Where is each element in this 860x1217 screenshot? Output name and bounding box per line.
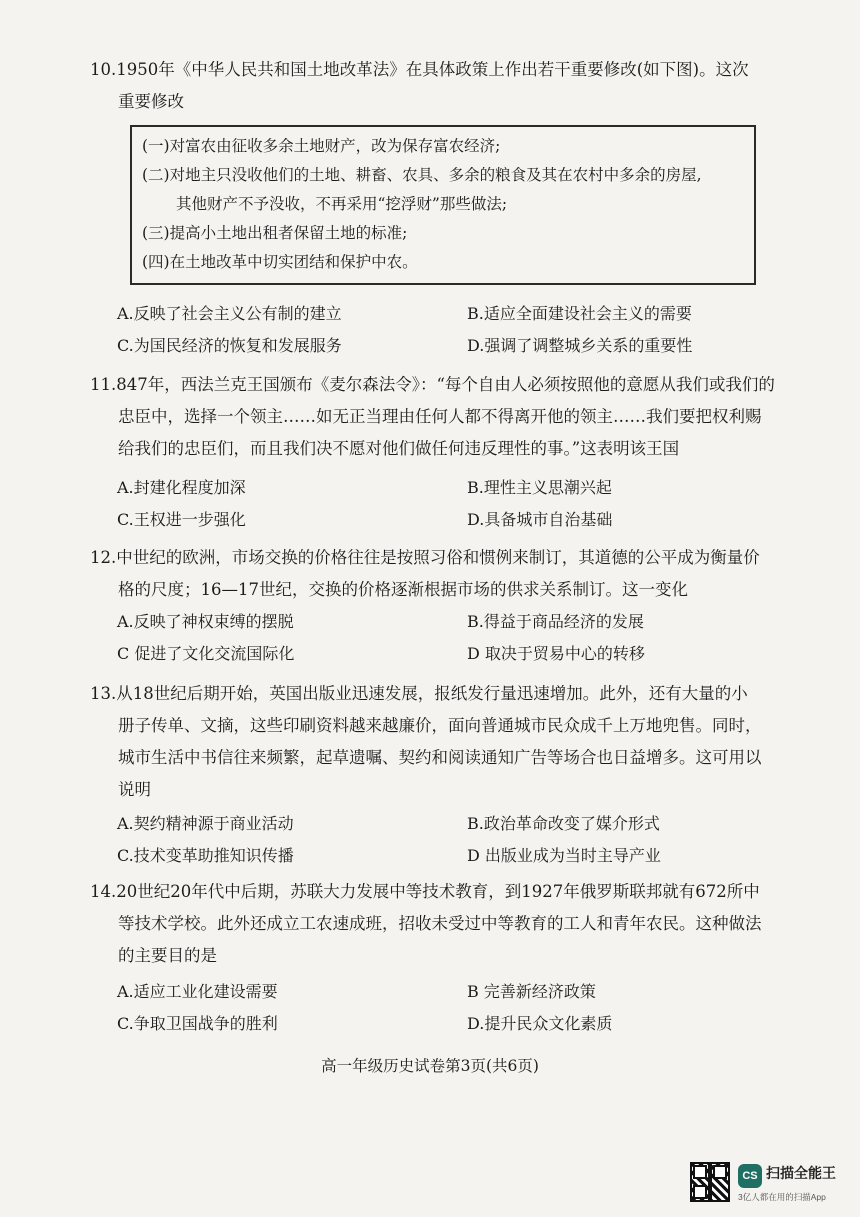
scanner-brand-name: 扫描全能王: [766, 1165, 836, 1181]
qr-code-icon: [690, 1162, 730, 1202]
question-13-line-2: 册子传单、文摘，这些印刷资料越来越廉价，面向普通城市民众成千上万地兜售。同时，: [118, 716, 762, 735]
q14-option-a: A.适应工业化建设需要: [117, 982, 278, 1001]
question-10-options: [117, 298, 797, 362]
question-14-line-3: 的主要目的是: [118, 946, 217, 965]
question-12-line-2: 格的尺度；16—17世纪，交换的价格逐渐根据市场的供求关系制订。这一变化: [118, 580, 688, 599]
q12-option-a: A.反映了神权束缚的摆脱: [117, 612, 294, 631]
policy-item-1: (一)对富农由征收多余土地财产，改为保存富农经济;: [142, 137, 501, 155]
policy-item-2-cont: 其他财产不予没收，不再采用“挖浮财”那些做法;: [176, 195, 508, 213]
question-13-stem: [90, 678, 800, 806]
question-12-stem: [90, 542, 800, 606]
q12-option-d: D 取决于贸易中心的转移: [467, 644, 645, 663]
question-11-stem: [90, 369, 800, 465]
question-10-stem: [90, 54, 800, 118]
q12-option-b: B.得益于商品经济的发展: [467, 612, 644, 631]
question-11-options: [117, 472, 797, 536]
policy-item-4: (四)在土地改革中切实团结和保护中农。: [142, 253, 418, 271]
q13-option-a: A.契约精神源于商业活动: [117, 814, 294, 833]
camscanner-logo-icon: CS: [738, 1164, 762, 1188]
q14-option-b: B 完善新经济政策: [467, 982, 596, 1001]
question-11-line-2: 忠臣中，选择一个领主……如无正当理由任何人都不得离开他的领主……我们要把权利赐: [118, 407, 762, 426]
q10-option-a: A.反映了社会主义公有制的建立: [117, 304, 342, 323]
policy-item-2: (二)对地主只没收他们的土地、耕畜、农具、多余的粮食及其在农村中多余的房屋,: [142, 166, 702, 184]
page-footer: 高一年级历史试卷第3页(共6页): [321, 1057, 539, 1075]
q12-option-c: C 促进了文化交流国际化: [117, 644, 295, 663]
q10-option-c: C.为国民经济的恢复和发展服务: [117, 336, 342, 355]
q10-option-b: B.适应全面建设社会主义的需要: [467, 304, 692, 323]
question-13-line-4: 说明: [118, 780, 151, 799]
q11-option-b: B.理性主义思潮兴起: [467, 478, 612, 497]
policy-item-3: (三)提高小土地出租者保留土地的标准;: [142, 224, 408, 242]
question-10-line-2: 重要修改: [118, 92, 184, 111]
q11-option-a: A.封建化程度加深: [117, 478, 246, 497]
scanner-tagline: 3亿人都在用的扫描App: [738, 1192, 826, 1202]
q11-option-c: C.王权进一步强化: [117, 510, 246, 529]
question-14-stem: [90, 876, 800, 972]
question-14-line-2: 等技术学校。此外还成立工农速成班，招收未受过中等教育的工人和青年农民。这种做法: [118, 914, 762, 933]
question-12-line-1: 12.中世纪的欧洲，市场交换的价格往往是按照习俗和惯例来制订，其道德的公平成为衡量价: [90, 548, 760, 567]
question-13-line-1: 13.从18世纪后期开始，英国出版业迅速发展，报纸发行量迅速增加。此外，还有大量的小: [90, 684, 748, 703]
question-10-line-1: 10.1950年《中华人民共和国土地改革法》在具体政策上作出若干重要修改(如下图)。这次: [90, 60, 749, 79]
q14-option-c: C.争取卫国战争的胜利: [117, 1014, 278, 1033]
question-12-options: [117, 606, 797, 670]
question-14-line-1: 14.20世纪20年代中后期，苏联大力发展中等技术教育，到1927年俄罗斯联邦就有672所中: [90, 882, 760, 901]
question-11-line-1: 11.847年，西法兰克王国颁布《麦尔森法令》：“每个自由人必须按照他的意愿从我们或我们的: [90, 375, 775, 394]
policy-box: [130, 125, 756, 285]
question-13-options: [117, 808, 797, 872]
question-14-options: [117, 976, 797, 1040]
q13-option-c: C.技术变革助推知识传播: [117, 846, 294, 865]
q13-option-b: B.政治革命改变了媒介形式: [467, 814, 660, 833]
q11-option-d: D.具备城市自治基础: [467, 510, 613, 529]
q13-option-d: D 出版业成为当时主导产业: [467, 846, 661, 865]
question-13-line-3: 城市生活中书信往来频繁，起草遗嘱、契约和阅读通知广告等场合也日益增多。这可用以: [118, 748, 762, 767]
q14-option-d: D.提升民众文化素质: [467, 1014, 613, 1033]
q10-option-d: D.强调了调整城乡关系的重要性: [467, 336, 693, 355]
question-11-line-3: 给我们的忠臣们，而且我们决不愿对他们做任何违反理性的事。”这表明该王国: [118, 439, 680, 458]
